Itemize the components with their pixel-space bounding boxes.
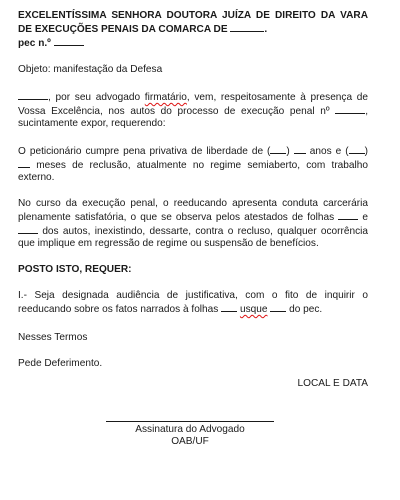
- document-body: [18, 10, 368, 390]
- item-a: I.- Seja designada audiência de justificativa, com o fito de inquirir o reeducando sobre os fatos narrados à folhas: [18, 290, 368, 315]
- intro-start: , por seu advogado: [48, 92, 141, 103]
- years-number-blank: [270, 144, 286, 154]
- closing-nesses-termos: Nesses Termos: [18, 332, 88, 343]
- name-blank: [18, 90, 48, 100]
- months-text-blank: [18, 158, 30, 168]
- pec-label: pec n.º: [18, 38, 51, 49]
- curso-b: e: [362, 212, 368, 223]
- curso-paragraph: [18, 198, 368, 250]
- peticionario-d: ): [364, 146, 369, 157]
- peticionario-b: ): [286, 146, 290, 157]
- signature-name: Assinatura do Advogado: [135, 424, 245, 435]
- pec-line: [18, 36, 368, 50]
- item-folhas-blank-2: [270, 302, 286, 312]
- months-number-blank: [349, 144, 365, 154]
- posto-isto-heading: POSTO ISTO, REQUER:: [18, 264, 132, 275]
- local-e-data: LOCAL E DATA: [297, 378, 368, 389]
- curso-c: dos autos, inexistindo, dessarte, contra o recluso, qualquer ocorrência que implique em regressão de regime ou suspensão de benefícios.: [18, 226, 368, 249]
- item-end: do pec.: [289, 304, 323, 315]
- signature-line: [106, 421, 274, 422]
- peticionario-paragraph: [18, 144, 368, 184]
- peticionario-c: anos e (: [309, 146, 349, 157]
- comarca-blank: [230, 22, 264, 32]
- peticionario-e: meses de reclusão, atualmente no regime semiaberto, com trabalho externo.: [18, 160, 368, 183]
- intro-end: , sucintamente expor, requerendo:: [18, 106, 368, 129]
- request-item: [18, 290, 368, 316]
- process-number-blank: [335, 104, 365, 114]
- heading-text: EXCELENTÍSSIMA SENHORA DOUTORA JUÍZA DE DIREITO DA VARA DE EXECUÇÕES PENAIS DA COMARCA DE: [18, 10, 368, 35]
- curso-a: No curso da execução penal, o reeducando apresenta conduta carcerária plenamente satisfatória, o que se observa pelos atestados de folhas: [18, 198, 368, 223]
- signature-block: [106, 421, 274, 448]
- folhas-blank-2: [18, 224, 38, 234]
- signature-oab: OAB/UF: [171, 436, 209, 447]
- objeto-line: Objeto: manifestação da Defesa: [18, 64, 163, 75]
- years-text-blank: [294, 144, 306, 154]
- item-flagged-word: usque: [239, 304, 268, 315]
- heading-tail: .: [264, 24, 268, 35]
- item-folhas-blank-1: [221, 302, 237, 312]
- document-heading: [18, 10, 368, 36]
- intro-flagged-word: firmatário: [144, 92, 187, 103]
- intro-paragraph: [18, 90, 368, 130]
- pec-blank: [54, 36, 84, 46]
- folhas-blank-1: [338, 210, 358, 220]
- closing-pede-deferimento: Pede Deferimento.: [18, 358, 103, 369]
- intro-mid: , vem, respeitosamente à presença de Vossa Excelência, nos autos do processo de execução penal nº: [18, 92, 368, 117]
- peticionario-a: O peticionário cumpre pena privativa de liberdade de (: [18, 146, 271, 157]
